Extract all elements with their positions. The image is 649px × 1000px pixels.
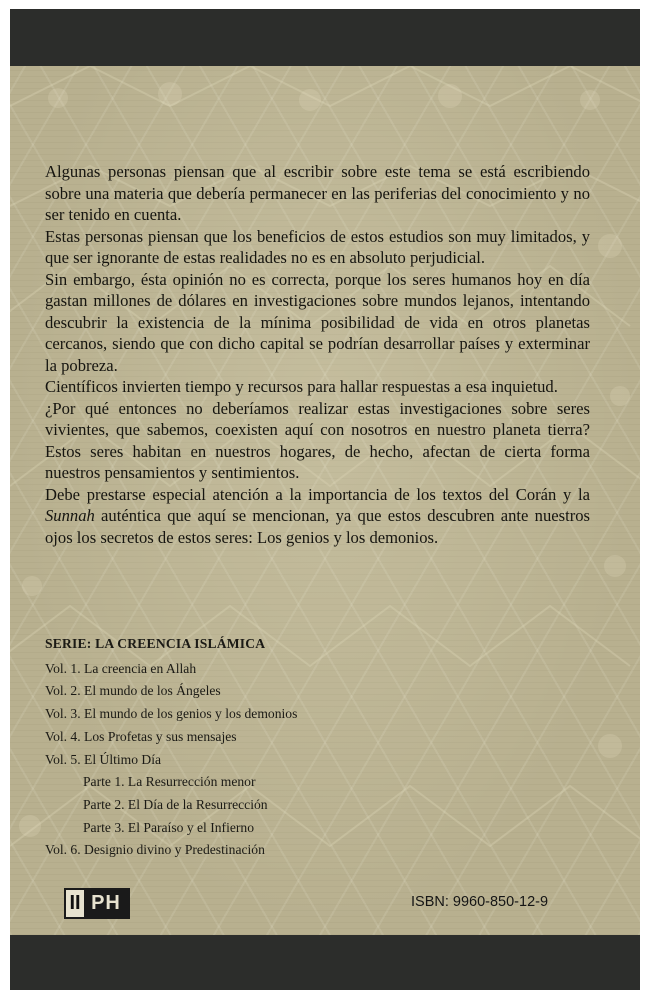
paragraph-6	[45, 484, 590, 549]
volume-item: Vol. 1. La creencia en Allah	[45, 660, 197, 676]
volume-item: Vol. 4. Los Profetas y sus mensajes	[45, 728, 237, 744]
iiph-logo	[64, 888, 130, 919]
logo-left-text: II	[66, 890, 84, 917]
volume-item: Vol. 2. El mundo de los Ángeles	[45, 683, 221, 699]
volume-item: Vol. 6. Designio divino y Predestinación	[45, 842, 265, 858]
logo-right-text: PH	[84, 890, 128, 917]
volume-item: Vol. 5. El Último Día	[45, 751, 162, 767]
top-dark-band	[10, 9, 640, 66]
paragraph-2: Estas personas piensan que los beneficios de estos estudios son muy limitados, y que ser ignorante de estas realidades no es en absoluto perjudicial.	[45, 226, 590, 267]
paragraph-1: Algunas personas piensan que al escribir sobre este tema se está escribiendo sobre una materia que debería permanecer en las periferias del conocimiento y no ser tenido en cuenta.	[45, 162, 590, 224]
part-item: Parte 2. El Día de la Resurrección	[83, 796, 268, 812]
paragraph-6-end: auténtica que aquí se mencionan, ya que estos descubren ante nuestros ojos los secretos de estos seres: Los genios y los demonios.	[45, 506, 590, 547]
bottom-dark-band	[10, 935, 640, 990]
isbn-label: ISBN: 9960-850-12-9	[411, 894, 549, 910]
paragraph-5: ¿Por qué entonces no deberíamos realizar estas investigaciones sobre seres vivientes, que sabemos, coexisten aquí con nosotros en nuestro planeta tierra? Estos seres habitan en nuestros hogares, de hecho, afectan de cierta forma nuestros pensamientos y sentimientos.	[45, 398, 590, 482]
sunnah-term: Sunnah	[45, 506, 95, 525]
paragraph-4: Científicos invierten tiempo y recursos para hallar respuestas a esa inquietud.	[45, 377, 558, 396]
series-list	[45, 633, 590, 862]
paragraph-3: Sin embargo, ésta opinión no es correcta, porque los seres humanos hoy en día gastan millones de dólares en investigaciones sobre mundos lejanos, intentando descubrir la existencia de la mínima posibilidad de vida en otros planetas cercanos, siendo que con dicho capital se podrían desarrollar países y exterminar la pobreza.	[45, 269, 590, 375]
paragraph-6-start: Debe prestarse especial atención a la importancia de los textos del Corán y la	[45, 484, 590, 504]
back-cover-text	[45, 161, 590, 548]
book-back-cover	[10, 9, 640, 990]
cover-panel	[10, 66, 640, 935]
series-title: SERIE: LA CREENCIA ISLÁMICA	[45, 636, 266, 651]
part-item: Parte 1. La Resurrección menor	[83, 774, 256, 790]
volume-item: Vol. 3. El mundo de los genios y los demonios	[45, 706, 298, 722]
part-item: Parte 3. El Paraíso y el Infierno	[83, 819, 255, 835]
